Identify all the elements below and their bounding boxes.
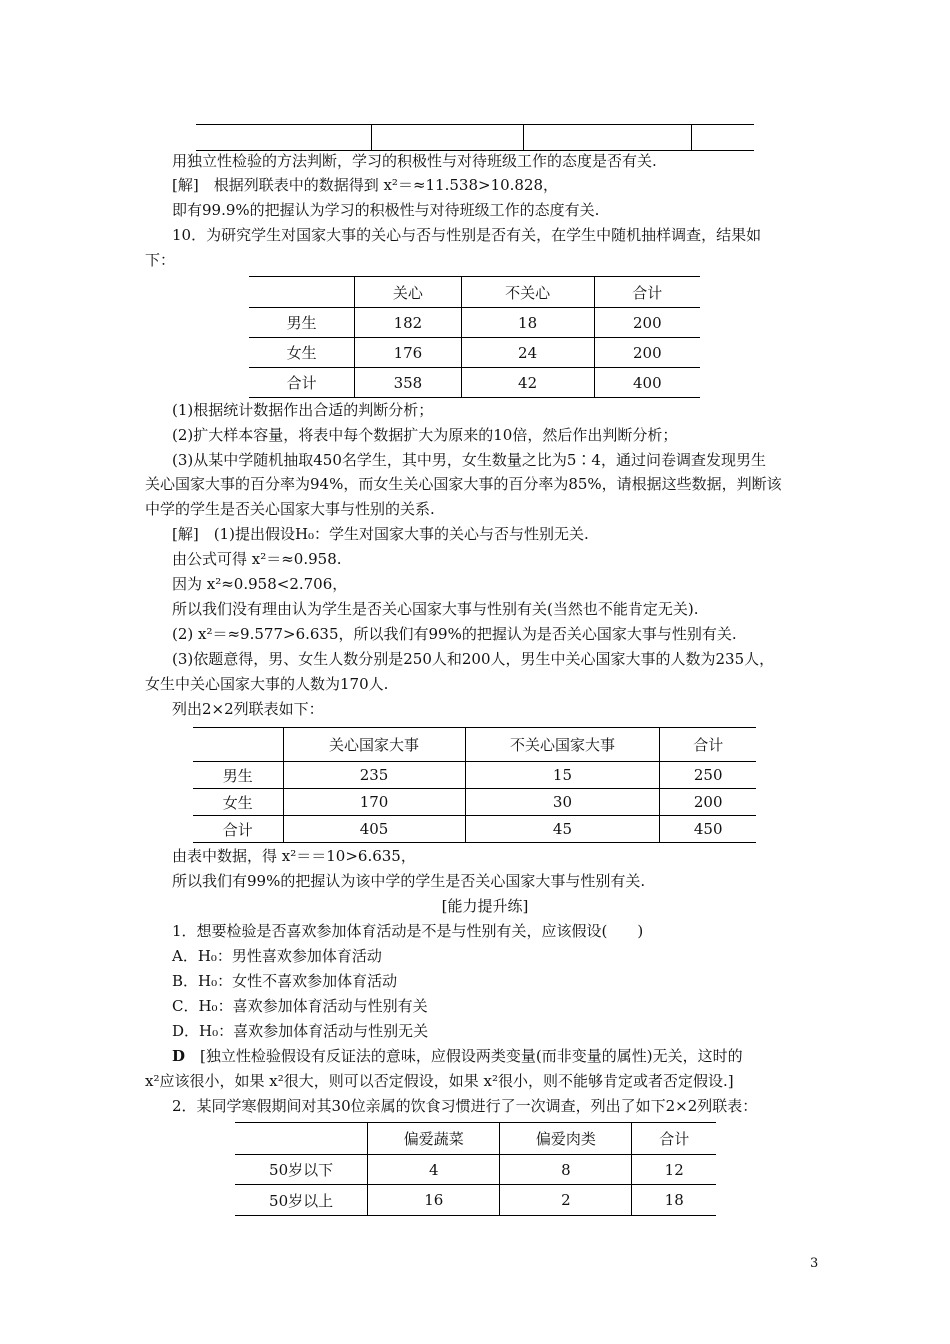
- table-row: [193, 762, 756, 789]
- answer-explanation: [独立性检验假设有反证法的意味，应假设两类变量(而非变量的属性)无关，这时的: [185, 1047, 743, 1065]
- table-cell: 16: [368, 1185, 500, 1216]
- table-cell: 405: [283, 816, 465, 843]
- answer-line: [172, 1045, 852, 1067]
- text-line: 关心国家大事的百分率为94%，而女生关心国家大事的百分率为85%，请根据这些数据，判断该: [145, 475, 782, 493]
- table-header-cell: [193, 728, 283, 762]
- table-cell: 12: [632, 1155, 716, 1185]
- table-cell: 8: [500, 1155, 632, 1185]
- table-gender-concern: [249, 276, 700, 398]
- table-header-cell: 关心国家大事: [283, 728, 465, 762]
- table-cell: 男生: [193, 762, 283, 789]
- text-line: (1)根据统计数据作出合适的判断分析；: [172, 401, 434, 419]
- table-header-cell: 合计: [594, 277, 700, 308]
- table-cell: [196, 125, 371, 151]
- table-cell: 200: [660, 789, 756, 816]
- table-cell: 45: [465, 816, 660, 843]
- table-cell: 182: [355, 308, 461, 338]
- answer-letter: D: [172, 1047, 186, 1065]
- table-cell: 50岁以下: [235, 1155, 368, 1185]
- text-line: 由表中数据，得 x²＝＝10>6.635，: [172, 847, 416, 865]
- table-cell: 200: [594, 338, 700, 368]
- table-cell: 15: [465, 762, 660, 789]
- text-line: 因为 x²≈0.958<2.706，: [172, 575, 348, 593]
- table-header-cell: 不关心国家大事: [465, 728, 660, 762]
- table-row: [249, 368, 700, 398]
- table-cell: 男生: [249, 308, 355, 338]
- table-cell: 女生: [193, 789, 283, 816]
- table-cell: 358: [355, 368, 461, 398]
- text-line: (3)依题意得，男、女生人数分别是250人和200人，男生中关心国家大事的人数为235人，: [172, 650, 775, 668]
- text-line: (3)从某中学随机抽取450名学生，其中男，女生数量之比为5∶4，通过问卷调查发现男生: [172, 451, 766, 469]
- table-cell: 170: [283, 789, 465, 816]
- text-line: [解] 根据列联表中的数据得到 x²＝≈11.538>10.828，: [172, 176, 559, 194]
- table-cell: 250: [660, 762, 756, 789]
- table-cell: 42: [461, 368, 594, 398]
- table-cell: 176: [355, 338, 461, 368]
- table-cell: [371, 125, 524, 151]
- table-cell: [692, 125, 754, 151]
- text-line: 所以我们有99%的把握认为该中学的学生是否关心国家大事与性别有关.: [172, 872, 646, 890]
- table-cell: 18: [461, 308, 594, 338]
- text-line: 用独立性检验的方法判断，学习的积极性与对待班级工作的态度是否有关.: [172, 152, 657, 170]
- table-cell: 合计: [249, 368, 355, 398]
- question-text: 1．想要检验是否喜欢参加体育活动是不是与性别有关，应该假设( ): [172, 922, 644, 940]
- table-cell: 450: [660, 816, 756, 843]
- text-line: 女生中关心国家大事的人数为170人.: [145, 675, 389, 693]
- table-header-cell: [235, 1123, 368, 1155]
- table-header-cell: 合计: [660, 728, 756, 762]
- table-row: [249, 308, 700, 338]
- table-header-cell: 合计: [632, 1123, 716, 1155]
- table-cell: 18: [632, 1185, 716, 1216]
- table-cell: 4: [368, 1155, 500, 1185]
- table-cell: [524, 125, 692, 151]
- table-row: [249, 338, 700, 368]
- text-line: 即有99.9%的把握认为学习的积极性与对待班级工作的态度有关.: [172, 201, 600, 219]
- option-c: C．H₀：喜欢参加体育活动与性别有关: [172, 997, 428, 1015]
- question-text: 2．某同学寒假期间对其30位亲属的饮食习惯进行了一次调查，列出了如下2×2列联表：: [172, 1097, 758, 1115]
- table-cell: 合计: [193, 816, 283, 843]
- text-line: x²应该很小，如果 x²很大，则可以否定假设，如果 x²很小，则不能够肯定或者否定假设.]: [145, 1072, 734, 1090]
- text-line: (2) x²＝≈9.577>6.635，所以我们有99%的把握认为是否关心国家大事与性别有关.: [172, 625, 737, 643]
- table-cell: 50岁以上: [235, 1185, 368, 1216]
- text-line: (2)扩大样本容量，将表中每个数据扩大为原来的10倍，然后作出判断分析；: [172, 426, 678, 444]
- table-header-cell: 不关心: [461, 277, 594, 308]
- text-line: 所以我们没有理由认为学生是否关心国家大事与性别有关(当然也不能肯定无关).: [172, 600, 699, 618]
- table-cell: 30: [465, 789, 660, 816]
- table-row: [235, 1155, 716, 1185]
- option-d: D．H₀：喜欢参加体育活动与性别无关: [172, 1022, 429, 1040]
- table-row: [193, 816, 756, 843]
- text-line: 列出2×2列联表如下：: [172, 700, 324, 718]
- text-line: 由公式可得 x²＝≈0.958.: [172, 550, 342, 568]
- text-line: 10．为研究学生对国家大事的关心与否与性别是否有关，在学生中随机抽样调查，结果如: [172, 226, 762, 244]
- table-diet-habits: [235, 1122, 716, 1216]
- table-header-cell: 关心: [355, 277, 461, 308]
- text-line: [解] (1)提出假设H₀：学生对国家大事的关心与否与性别无关.: [172, 525, 589, 543]
- option-b: B．H₀：女性不喜欢参加体育活动: [172, 972, 398, 990]
- page-number: 3: [810, 1256, 819, 1271]
- table-cell: 235: [283, 762, 465, 789]
- table-cell: 24: [461, 338, 594, 368]
- table-cell: 400: [594, 368, 700, 398]
- partial-table-top: [196, 124, 754, 151]
- table-cell: 2: [500, 1185, 632, 1216]
- table-cell: 女生: [249, 338, 355, 368]
- text-line: 中学的学生是否关心国家大事与性别的关系.: [145, 500, 435, 518]
- table-header-cell: [249, 277, 355, 308]
- option-a: A．H₀：男性喜欢参加体育活动: [172, 947, 382, 965]
- table-school-concern: [193, 727, 756, 843]
- table-row: [193, 789, 756, 816]
- section-heading: [能力提升练]: [441, 897, 529, 915]
- text-line: 下：: [145, 251, 176, 269]
- table-header-cell: 偏爱肉类: [500, 1123, 632, 1155]
- table-row: [235, 1185, 716, 1216]
- table-header-cell: 偏爱蔬菜: [368, 1123, 500, 1155]
- table-cell: 200: [594, 308, 700, 338]
